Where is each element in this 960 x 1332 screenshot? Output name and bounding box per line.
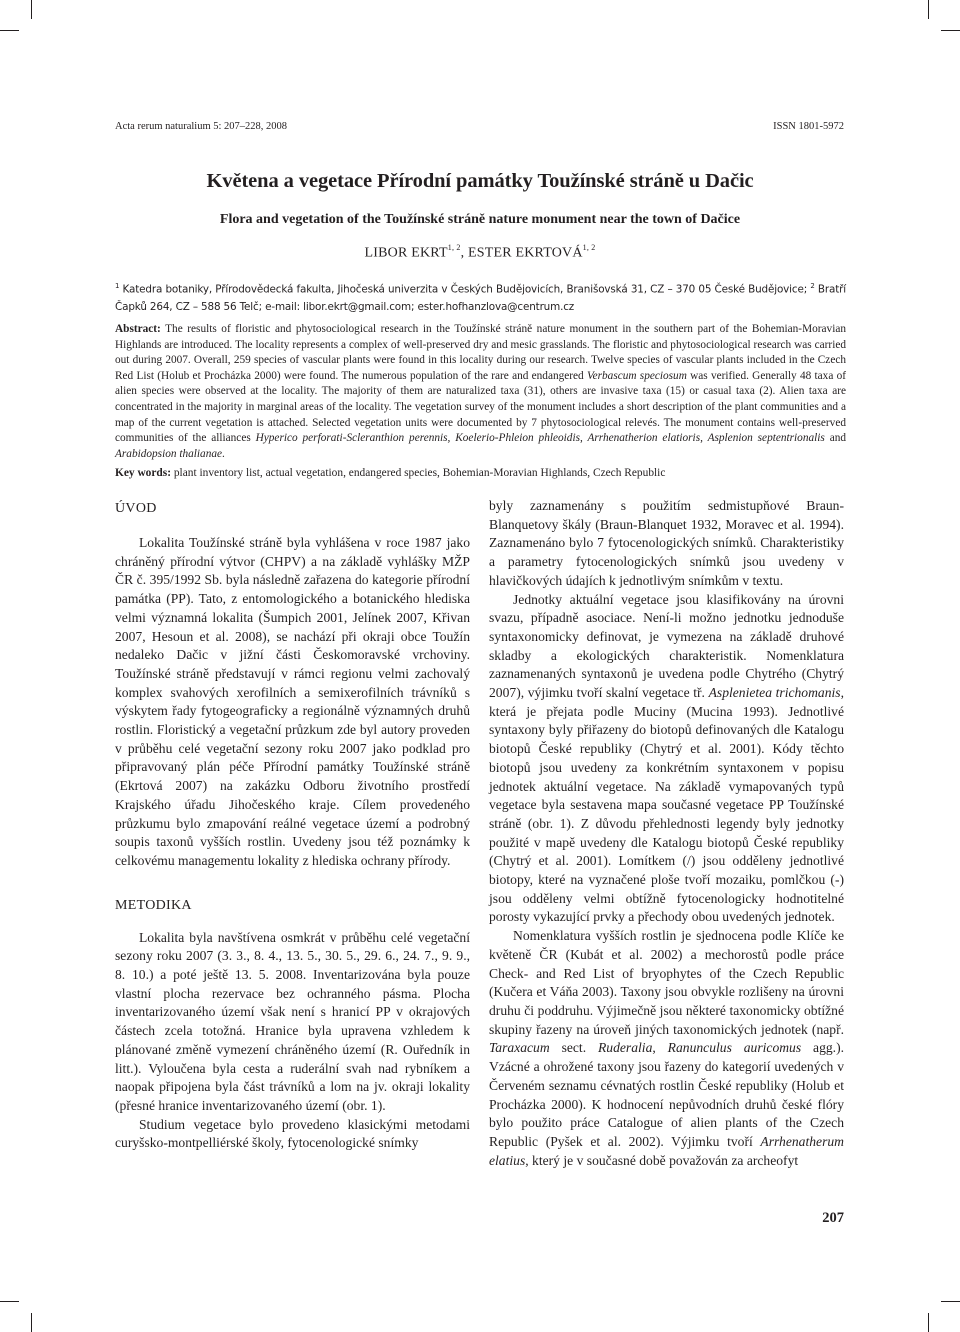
crop-mark <box>31 1313 32 1332</box>
taxon-name: Ruderalia <box>598 1040 653 1056</box>
article-subtitle: Flora and vegetation of the Toužínské stráně nature monument near the town of Dačice <box>219 212 741 227</box>
paragraph-text: , který je v současné době považován za archeofyt <box>525 1152 799 1168</box>
paragraph-text: Nomenklatura vyšších rostlin je sjednocena podle Klíče ke květeně ČR (Kubát et al. 2002) a mechorostů podle práce Check- and Red List of bryophytes of the Czech Republic (Kučera et Váňa 2003). Taxony jsou obvykle rozlišeny na úrovni druhu či poddruhu. Výjimečně jsou některé taxonomicky obtížné skupiny řazeny na úroveň jiných taxonomických jednotek (např. <box>489 928 844 1037</box>
paragraph-text: Jednotky aktuální vegetace jsou klasifikovány na úrovni svazu, případně asociace. Není-li možno jednotku jednoduše syntaxonomicky definovat, je vymezena na základě druhové skladby a ekologických charakteristik. Nomenklatura zaznamenaných syntaxonů je uvedena podle Chytrého (Chytrý 2007), výjimku tvoří skalní vegetace tř. <box>489 591 844 701</box>
author-name: LIBOR EKRT <box>364 245 448 261</box>
crop-mark <box>31 0 32 19</box>
affiliations <box>115 277 846 316</box>
paragraph <box>489 591 844 928</box>
crop-mark <box>0 1301 19 1302</box>
abstract-label: Abstract: <box>115 323 161 335</box>
abstract-text: . <box>222 447 225 460</box>
crop-mark <box>928 1313 929 1332</box>
left-column <box>115 500 470 1153</box>
taxon-name: Arrhenatherum elatius <box>489 1133 844 1168</box>
taxon-name: Ranunculus auricomus <box>667 1040 802 1056</box>
abstract-species: Verbascum speciosum <box>586 369 687 382</box>
abstract <box>115 322 846 462</box>
affiliation-text: Bratří Čapků 264, CZ – 588 56 Telč; e-mail: libor.ekrt@gmail.com; ester.hofhanzlova@centrum.cz <box>115 283 846 314</box>
abstract-text: was verified. Generally 48 taxa of alien species were observed at the locality. The majority of them are naturalized taxa (31), others are invasive taxa (15) or casual taxa (2). Alien taxa are concentrated in the majority in marginal areas of the locality. The vegetation survey of the monument includes a short description of the plant communities and a map of the current vegetation is attached. Selected vegetation units were documented by 7 phytosociological relevés. The monument contains well-preserved communities of the alliances <box>115 369 847 445</box>
abstract-text: and <box>824 432 847 445</box>
abstract-alliance: Arabidopsion thalianae <box>115 447 223 460</box>
affiliation-index: 2 <box>810 282 815 290</box>
keywords-label: Key words: <box>115 467 171 479</box>
crop-mark <box>928 0 929 19</box>
taxon-name: Asplenietea trichomanis <box>708 685 841 701</box>
journal-citation: Acta rerum naturalium 5: 207–228, 2008 <box>115 121 288 132</box>
paragraph: Lokalita byla navštívena osmkrát v průběhu celé vegetační sezony roku 2007 (3. 3., 8. 4., 13. 5., 30. 5., 29. 6., 24. 7., 9. 9., 8. 10.) a poté ještě 13. 5. 2008. Inventarizována byla pouze vlastní plocha rezervace bez ochranného pásma. Plocha inventarizovaného území však není s hranicí PP v okrajových částech zcela totožná. Hranice byla upravena vzhledem k plánované změně vymezení chráněného území (R. Ouředník in litt.). Vyloučena byla cesta a ruderální svah nad rybníkem a naopak připojena byla část trávníků a lom na jv. okraji lokality (přesné hranice inventarizovaného území (obr. 1). <box>115 929 470 1113</box>
paragraph-text: , <box>652 1040 668 1056</box>
page-number: 207 <box>822 1210 844 1226</box>
author-name: ESTER EKRTOVÁ <box>467 245 583 261</box>
paragraph-text: , která je přejata podle Muciny (Mucina 1993). Jednotlivé syntaxony byly přiřazeny do biotopů definovaných dle Katalogu biotopů České republiky (Chytrý et al. 2001). Kódy těchto biotopů jsou uvedeny za konkrétním syntaxonem v popisu jednotek aktuální vegetace. Na základě vymapovaných typů vegetace byla sestavena mapa současné vegetace PP Toužínské stráně (obr. 1). Z důvodu přehlednosti legendy byly jednotky použité v mapě uvedeny dle Katalogu biotopů České republiky (Chytrý et al. 2001). Lomítkem (/) jsou odděleny jednotlivé biotopy, které na vyznačené ploše tvoří mozaiku, pomlčkou (-) jsou odděleny velmi obtížně fytocenologicky hodnotitelné porosty vykazující prvky a přechody obou uvedených jednotek. <box>489 685 844 925</box>
paragraph <box>489 927 844 1170</box>
keywords <box>115 467 846 479</box>
keywords-text: plant inventory list, actual vegetation, endangered species, Bohemian-Moravian Highlands, Czech Republic <box>171 467 666 479</box>
crop-mark <box>941 1301 960 1302</box>
article-title: Květena a vegetace Přírodní památky Toužínské stráně u Dačic <box>206 170 754 192</box>
crop-mark <box>941 30 960 31</box>
author-affiliation-index: 1, 2 <box>447 243 461 252</box>
paragraph-text: agg.). Vzácné a ohrožené taxony jsou řazeny do kategorií uvedených v Červeném seznamu cévnatých rostlin České republiky (Holub et Procházka 2000). K hodnocení nepůvodních druhů české flóry bylo použito práce Catalogue of alien plants of the Czech Republic (Pyšek et al. 2002). Výjimku tvoří <box>489 1040 844 1149</box>
affiliation-index: 1 <box>115 282 120 290</box>
section-heading-uvod: ÚVOD <box>115 501 157 516</box>
paragraph: Lokalita Toužínské stráně byla vyhlášena v roce 1987 jako chráněný přírodní výtvor (CHPV) a na základě vyhlášky MŽP ČR č. 395/1992 Sb. byla následně zařazena do kategorie přírodní památka (PP). Tato, z entomologického a botanického hlediska velmi významná lokalita (Šumpich 2001, Jelínek 2007, Křivan 2007, Hesoun et al. 2008), se nachází při okraji obce Toužín nedaleko Dačic v jižní části Českomoravské vrchoviny. Toužínské stráně představují v rámci regionu velmi zachovalý komplex svahových xerofilních a semixerofilních trávníků s výskytem řady fytogeograficky a regionálně významných druhů rostlin. Floristický a vegetační průzkum zde byl autory proveden v průběhu celé vegetační sezony roku 2007 jako podklad pro připravovaný plán péče Přírodní památky Toužínské stráně (Ekrtová 2007) na zakázku Odboru životního prostředí Krajského úřadu Jihočeského kraje. Cílem provedeného průzkumu bylo zmapování reálné vegetace území a podrobný soupis taxonů vyšších rostlin. Uvedeny jsou též poznámky k celkovému managementu lokality z hlediska ochrany přírody. <box>115 535 470 868</box>
issn: ISSN 1801-5972 <box>773 121 844 132</box>
taxon-name: Taraxacum <box>489 1040 550 1056</box>
affiliation-text: Katedra botaniky, Přírodovědecká fakulta, Jihočeská univerzita v Českých Budějovicích, Branišovská 31, CZ – 370 05 České Budějovice; <box>119 283 811 296</box>
author-separator: , <box>460 245 468 261</box>
right-column <box>489 497 844 1170</box>
section-heading-metodika: METODIKA <box>115 897 192 913</box>
paragraph: Studium vegetace bylo provedeno klasickými metodami curyšsko-montpelliérské školy, fytocenologické snímky <box>115 1116 470 1151</box>
author-affiliation-index: 1, 2 <box>582 243 596 252</box>
author-list <box>0 244 960 262</box>
crop-mark <box>0 30 19 31</box>
paragraph: byly zaznamenány s použitím sedmistupňové Braun-Blanquetovy škály (Braun-Blanquet 1932, Moravec et al. 1994). Zaznamenáno bylo 7 fytocenologických snímků. Charakteristiky a parametry fytocenologických snímků jsou uvedeny v hlavičkových údajích k jednotlivým snímkům v textu. <box>489 498 844 588</box>
paragraph-text: sect. <box>549 1040 598 1056</box>
abstract-alliances: Hyperico perforati-Scleranthion perennis, Koelerio-Phleion phleoidis, Arrhenatherion elatioris, Asplenion septentrionalis <box>255 432 825 445</box>
abstract-text: The results of floristic and phytosociological research in the Toužínské stráně nature monument in the southern part of the Bohemian-Moravian Highlands are introduced. The locality represents a complex of well-preserved dry and mesic grasslands. The floristic and phytosociological research was carried out during 2007. Overall, 259 species of vascular plants were found in this locality during our research. Twelve species of vascular plants included in the Czech Red List (Holub et Procházka 2000) were found. The numerous population of the rare and endangered <box>115 323 846 382</box>
